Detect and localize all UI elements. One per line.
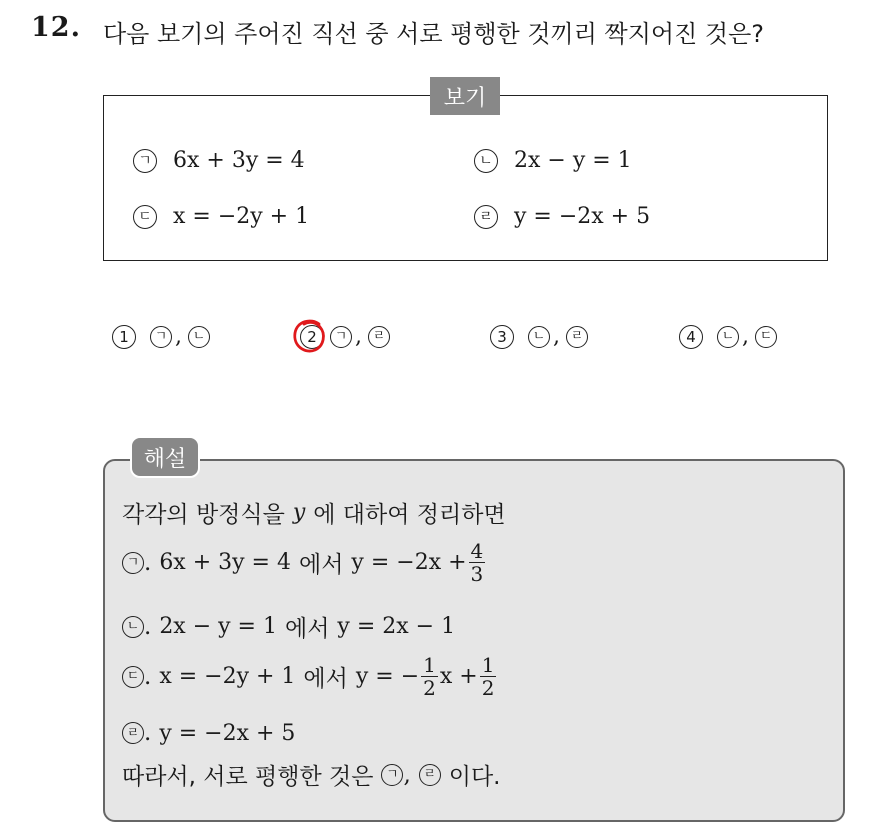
solution-line-3: ㄷ . x = −2y + 1 에서 y = − $\frac{1}{2}$ x + $\frac{1}{2}$ xyxy=(122,654,498,699)
choice-number: 3 xyxy=(490,325,514,349)
answer-mark-circle xyxy=(289,316,331,358)
choice-marker: ㄱ xyxy=(330,326,352,348)
choice-number: 2 xyxy=(300,325,324,349)
bogi-equation: 2x − y = 1 xyxy=(514,148,632,173)
choice-1[interactable]: 1 ㄱ , ㄴ xyxy=(112,324,210,349)
solution-connector: 에서 xyxy=(303,666,348,692)
fraction-numerator: 4 xyxy=(470,539,484,563)
solution-connector: 에서 xyxy=(284,616,330,642)
solution-result: x + xyxy=(439,664,478,689)
choice-marker: ㄴ xyxy=(188,326,210,348)
marker-digeut: ㄷ xyxy=(122,666,144,688)
fraction-denominator: 2 xyxy=(481,676,495,700)
choice-marker: ㄹ xyxy=(566,326,588,348)
bogi-equation: y = −2x + 5 xyxy=(514,204,651,229)
bogi-item-3 xyxy=(133,204,309,229)
choice-4[interactable]: 4 ㄴ , ㄷ xyxy=(679,324,777,349)
solution-label: 해설 xyxy=(130,436,200,478)
solution-result: y = 2x − 1 xyxy=(337,614,456,639)
marker-digeut: ㄷ xyxy=(133,205,157,229)
marker-nieun: ㄴ xyxy=(474,149,498,173)
fraction-denominator: 3 xyxy=(470,562,484,586)
solution-conclusion: 따라서, 서로 평행한 것은 ㄱ , ㄹ 이다. xyxy=(122,758,501,791)
bogi-item-2 xyxy=(474,148,632,173)
solution-connector: 에서 xyxy=(298,552,344,578)
choice-number: 1 xyxy=(112,325,136,349)
fraction-numerator: 1 xyxy=(423,653,436,677)
choice-marker: ㄴ xyxy=(717,326,739,348)
fraction xyxy=(421,654,438,699)
fraction-numerator: 1 xyxy=(481,653,495,677)
solution-line-2: ㄴ . 2x − y = 1 에서 y = 2x − 1 xyxy=(122,610,455,643)
choice-marker: ㄱ xyxy=(150,326,172,348)
marker-giyeok: ㄱ xyxy=(381,764,403,786)
choice-marker: ㄹ xyxy=(368,326,390,348)
solution-equation: x = −2y + 1 xyxy=(159,664,296,689)
fraction xyxy=(480,654,497,699)
marker-giyeok: ㄱ xyxy=(133,149,157,173)
solution-equation: 6x + 3y = 4 xyxy=(159,550,291,575)
solution-result: y = −2x + xyxy=(351,550,467,575)
marker-rieul: ㄹ xyxy=(419,764,441,786)
solution-result: y = − xyxy=(355,664,420,689)
bogi-equation: x = −2y + 1 xyxy=(173,204,310,229)
marker-giyeok: ㄱ xyxy=(122,552,144,574)
fraction-denominator: 2 xyxy=(423,676,436,700)
solution-intro xyxy=(122,496,506,529)
choice-number: 4 xyxy=(679,325,703,349)
conclusion-text: 따라서, 서로 평행한 것은 xyxy=(122,764,374,790)
choice-marker: ㄷ xyxy=(755,326,777,348)
marker-rieul: ㄹ xyxy=(122,722,144,744)
solution-line-1: ㄱ . 6x + 3y = 4 에서 y = −2x + $\frac{4}{3}$ xyxy=(122,540,487,585)
fraction xyxy=(469,540,486,585)
intro-text: 에 대하여 정리하면 xyxy=(313,502,506,528)
choice-2[interactable]: 2 ㄱ , ㄹ xyxy=(300,324,390,349)
question-number: 12. xyxy=(31,12,81,43)
bogi-box xyxy=(103,95,828,261)
question-text: 다음 보기의 주어진 직선 중 서로 평행한 것끼리 짝지어진 것은? xyxy=(103,20,764,48)
intro-variable: y xyxy=(292,500,306,525)
bogi-item-4 xyxy=(474,204,650,229)
intro-text: 각각의 방정식을 xyxy=(122,502,285,528)
solution-equation: 2x − y = 1 xyxy=(159,614,277,639)
bogi-equation: 6x + 3y = 4 xyxy=(173,148,305,173)
marker-rieul: ㄹ xyxy=(474,205,498,229)
bogi-label: 보기 xyxy=(430,77,500,115)
conclusion-text: 이다. xyxy=(448,764,501,790)
choice-3[interactable]: 3 ㄴ , ㄹ xyxy=(490,324,588,349)
choice-marker: ㄴ xyxy=(528,326,550,348)
marker-nieun: ㄴ xyxy=(122,616,144,638)
solution-equation: y = −2x + 5 xyxy=(159,720,296,746)
solution-line-4: ㄹ . y = −2x + 5 xyxy=(122,720,295,746)
bogi-item-1 xyxy=(133,148,305,173)
